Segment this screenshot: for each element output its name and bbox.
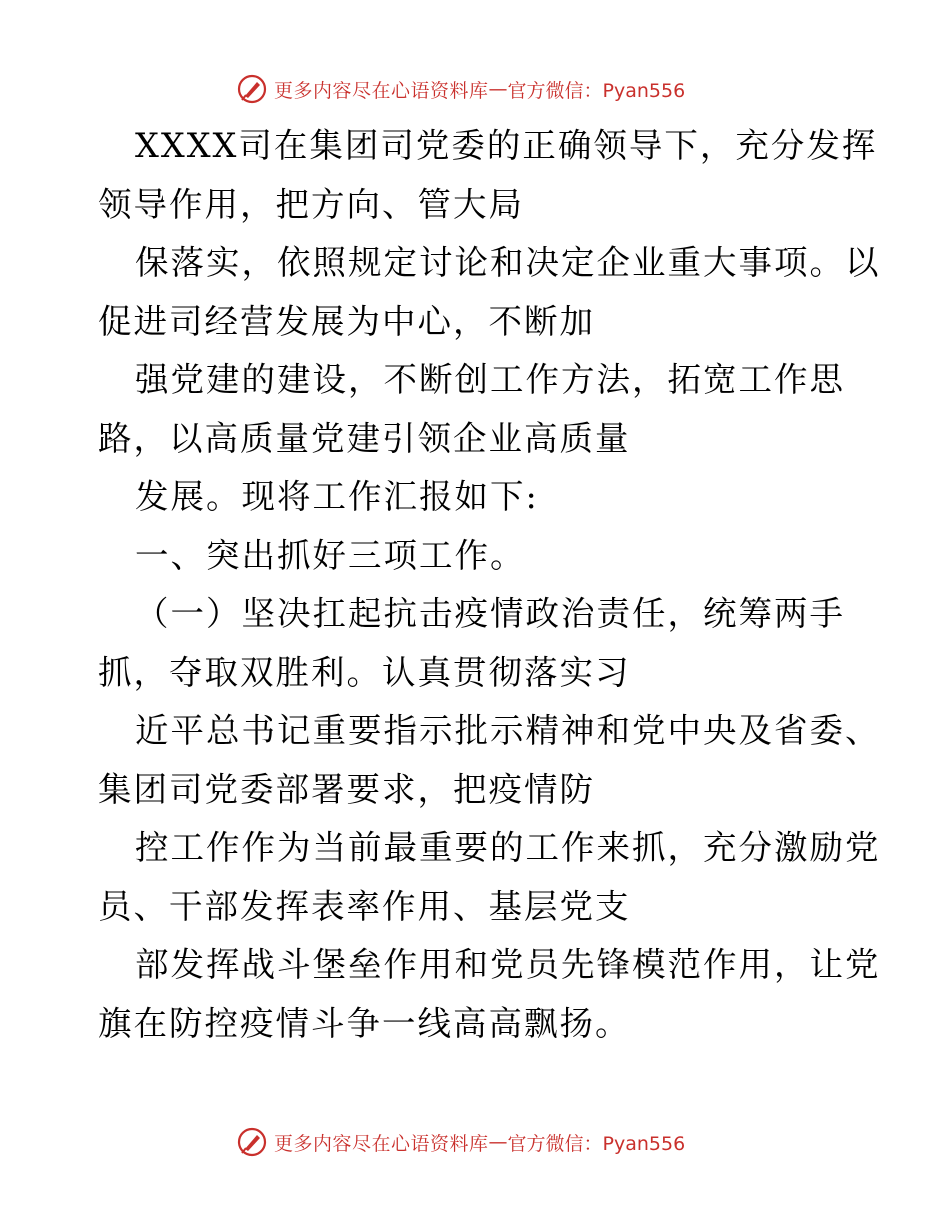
body-line: 强党建的建设，不断创工作方法，拓宽工作思 [135, 360, 845, 399]
body-line: （一）坚决扛起抗击疫情政治责任，统筹两手 [135, 594, 845, 633]
body-line: 抓，夺取双胜利。认真贯彻落实习 [98, 652, 631, 692]
body-line: 员、干部发挥表率作用、基层党支 [98, 886, 631, 926]
watermark-wechat: 官方微信：Pyan556 [507, 1132, 686, 1155]
watermark-wechat: 官方微信：Pyan556 [507, 79, 686, 102]
body-line: 促进司经营发展为中心，不断加 [98, 301, 595, 341]
body-line: 部发挥战斗堡垒作用和党员先锋模范作用，让党 [135, 945, 881, 984]
body-line: 集团司党委部署要求，把疫情防 [98, 769, 595, 809]
header-watermark [236, 72, 685, 106]
body-line: 近平总书记重要指示批示精神和党中央及省委、 [135, 711, 881, 750]
watermark-dash: — [488, 78, 508, 100]
body-line: 旗在防控疫情斗争一线高高飘扬。 [98, 1003, 631, 1043]
watermark-text: 更多内容尽在心语资料库 [274, 79, 489, 102]
body-line: XXXX司在集团司党委的正确领导下，充分发挥 [135, 126, 878, 165]
body-line: 路，以高质量党建引领企业高质量 [98, 418, 631, 458]
watermark-dash: — [488, 1131, 508, 1153]
body-line: 发展。现将工作汇报如下: [135, 477, 539, 516]
body-line: 控工作作为当前最重要的工作来抓，充分激励党 [135, 828, 881, 867]
pen-nib-logo-icon [236, 73, 268, 105]
watermark-text: 更多内容尽在心语资料库 [274, 1132, 489, 1155]
body-line: 领导作用，把方向、管大局 [98, 184, 524, 224]
document-body [98, 117, 881, 1053]
pen-nib-logo-icon [236, 1126, 268, 1158]
section-heading: 一、突出抓好三项工作。 [135, 535, 526, 575]
body-line: 保落实，依照规定讨论和决定企业重大事项。以 [135, 243, 881, 282]
footer-watermark [236, 1125, 685, 1159]
